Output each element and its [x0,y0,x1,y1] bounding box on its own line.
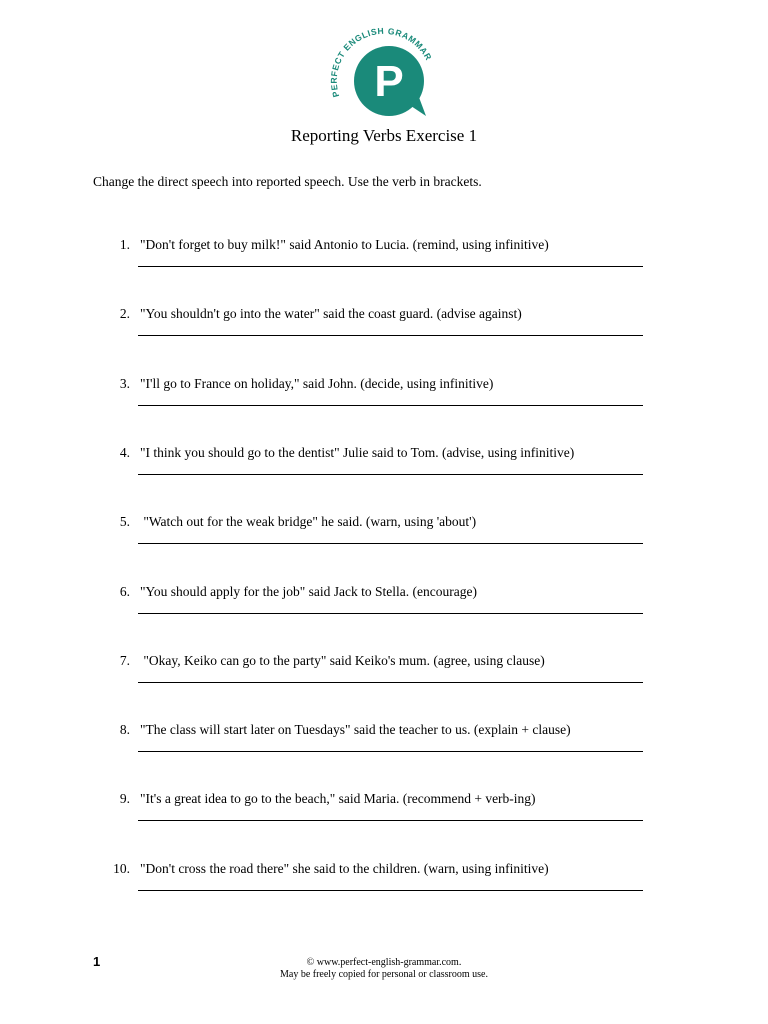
exercise-item [0,306,768,366]
instructions: Change the direct speech into reported speech. Use the verb in brackets. [93,174,482,189]
answer-line[interactable] [138,335,643,336]
exercise-text: "The class will start later on Tuesdays" said the teacher to us. (explain + clause) [140,722,571,738]
exercise-number: 8. [119,722,130,738]
exercise-text: "I'll go to France on holiday," said John. (decide, using infinitive) [140,375,494,391]
answer-line[interactable] [138,890,643,891]
answer-line[interactable] [138,474,643,475]
exercise-text: "Don't forget to buy milk!" said Antonio to Lucia. (remind, using infinitive) [140,237,549,252]
answer-line[interactable] [138,751,643,752]
exercise-item [0,861,768,921]
exercise-number: 4. [119,444,130,460]
exercise-item [0,791,768,851]
exercise-item [0,376,768,436]
exercise-text: "You shouldn't go into the water" said the coast guard. (advise against) [140,306,522,322]
exercise-item [0,653,768,713]
exercise-number: 3. [119,375,130,391]
exercise-item [0,445,768,505]
exercise-text: "It's a great idea to go to the beach," said Maria. (recommend + verb-ing) [140,791,536,807]
exercise-text: "Okay, Keiko can go to the party" said Keiko's mum. (agree, using clause) [140,652,545,668]
answer-line[interactable] [138,266,643,267]
exercise-text: "You should apply for the job" said Jack to Stella. (encourage) [140,583,477,599]
exercise-text: "Watch out for the weak bridge" he said. (warn, using 'about') [140,514,477,530]
exercise-number: 1. [119,237,130,252]
page-title: Reporting Verbs Exercise 1 [290,126,478,145]
exercise-number: 10. [113,860,130,876]
exercise-item [0,584,768,644]
exercise-number: 2. [119,306,130,322]
answer-line[interactable] [138,543,643,544]
logo-arc-text: PERFECT ENGLISH GRAMMAR [328,25,434,99]
exercise-number: 6. [119,583,130,599]
exercise-number: 5. [119,514,130,530]
exercise-text: "Don't cross the road there" she said to the children. (warn, using infinitive) [140,860,549,876]
exercise-item [0,237,768,297]
speech-bubble-logo-icon [327,20,437,120]
answer-line[interactable] [138,613,643,614]
exercise-text: "I think you should go to the dentist" Julie said to Tom. (advise, using infinitive) [140,444,575,460]
footer-license: May be freely copied for personal or classroom use. [280,969,488,980]
logo-letter: P [374,57,404,106]
exercise-number: 7. [119,652,130,668]
exercise-item [0,514,768,574]
answer-line[interactable] [138,682,643,683]
answer-line[interactable] [138,405,643,406]
perfect-english-grammar-logo [327,20,437,120]
exercise-number: 9. [119,791,130,807]
answer-line[interactable] [138,820,643,821]
exercise-item [0,722,768,782]
page-number: 1 [93,954,101,969]
footer-copyright: © www.perfect-english-grammar.com. [306,957,462,968]
